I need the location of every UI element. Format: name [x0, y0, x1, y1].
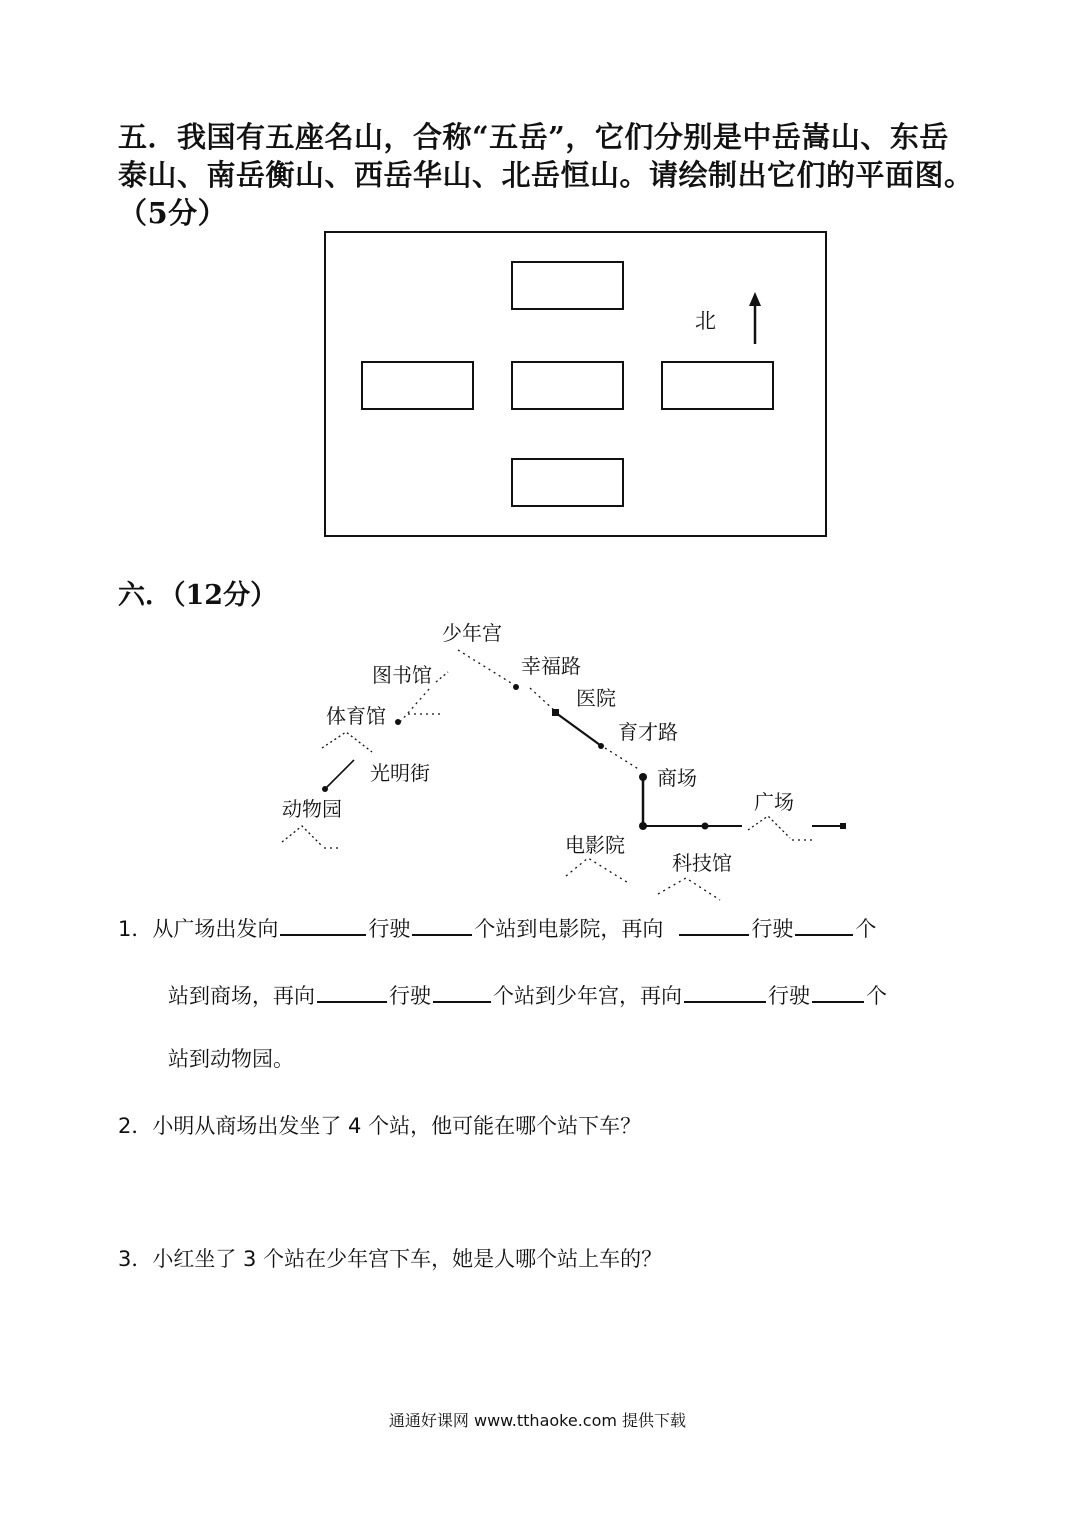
q5-title-line3: （5分）: [118, 196, 228, 230]
answer-blank-count-4[interactable]: [812, 979, 864, 1003]
stop-dot-shangchang: [639, 773, 647, 781]
guangchang-marker: [748, 816, 790, 838]
q6-1-text: 站到商场，再向: [168, 984, 315, 1008]
stop-label-yucai-lu: 育才路: [618, 720, 678, 744]
q6-1-text: 行驶: [368, 917, 411, 941]
answer-blank-count-3[interactable]: [433, 979, 491, 1003]
stop-label-dianyingyuan: 电影院: [565, 833, 625, 857]
answer-blank-direction-3[interactable]: [317, 979, 387, 1003]
stop-dot-yiyuan: [552, 709, 559, 716]
stop-dot-xingfu: [513, 684, 519, 690]
stop-label-xingfu-lu: 幸福路: [521, 654, 581, 678]
q6-2: [118, 1112, 641, 1140]
q6-1-text: 行驶: [768, 984, 810, 1008]
q6-1-text: 个: [855, 917, 877, 941]
route-seg-shaonian-xingfu: [458, 650, 516, 686]
stop-label-guangchang: 广场: [754, 790, 794, 814]
q6-3-text: 小红坐了 3 个站在少年宫下车，她是人哪个站上车的？: [152, 1247, 663, 1271]
q6-2-text: 小明从商场出发坐了 4 个站，他可能在哪个站下车？: [152, 1114, 642, 1138]
route-seg-tiyu-guangming: [322, 732, 372, 752]
dongwu-marker: [282, 826, 322, 846]
footer-credit: 通通好课网 www.tthaoke.com 提供下载: [388, 1411, 687, 1430]
answer-blank-direction-1[interactable]: [280, 912, 366, 936]
q6-1-number: 1．: [118, 917, 153, 941]
q6-1-text: 个: [866, 984, 887, 1008]
stop-label-guangming-jie: 光明街: [370, 761, 430, 785]
q6-3: [118, 1245, 662, 1273]
stop-dot-dianying: [639, 822, 647, 830]
route-seg-guangming-dongwu: [326, 760, 354, 788]
q6-1-text: 行驶: [751, 917, 794, 941]
answer-blank-count-2[interactable]: [795, 912, 853, 936]
stop-label-dongwuyuan: 动物园: [282, 797, 342, 821]
route-seg-xingfu-yiyuan: [530, 688, 556, 712]
q5-title-line1: 五．我国有五座名山，合称“五岳”，它们分别是中岳嵩山、东岳: [118, 120, 949, 154]
answer-blank-count-1[interactable]: [412, 912, 472, 936]
stop-dot-tiyu: [395, 719, 401, 725]
q6-2-number: 2．: [118, 1114, 153, 1138]
north-label: 北: [695, 309, 716, 333]
q6-1-text: 从广场出发向: [152, 917, 279, 941]
q5-title-line2: 泰山、南岳衡山、西岳华山、北岳恒山。请绘制出它们的平面图。: [118, 158, 974, 192]
stop-label-tushuguan: 图书馆: [372, 663, 432, 687]
q6-1-line1: [118, 912, 876, 943]
stop-label-yiyuan: 医院: [576, 686, 616, 710]
q6-1-text: 行驶: [389, 984, 431, 1008]
q6-3-number: 3．: [118, 1247, 153, 1271]
stop-dot-keji: [702, 823, 709, 830]
stop-label-tiyuguan: 体育馆: [326, 704, 386, 728]
stop-dot-guangchang-end: [840, 823, 846, 829]
stop-label-kejiguan: 科技馆: [672, 851, 732, 875]
route-seg-tushu-shaonian: [436, 672, 448, 682]
stop-dot-yucai: [598, 743, 604, 749]
stop-dot-dongwu: [322, 786, 328, 792]
route-seg-yucai-shangchang: [605, 748, 640, 770]
q6-1-text: 站到动物园。: [168, 1047, 294, 1071]
route-seg-yiyuan-yucai: [556, 713, 600, 745]
q6-1-line2: [168, 979, 887, 1010]
stop-label-shangchang: 商场: [657, 766, 697, 790]
dianying-marker: [566, 858, 630, 884]
stop-label-shaonian-gong: 少年宫: [442, 621, 502, 645]
q6-1-line3: [168, 1045, 294, 1073]
answer-blank-direction-2[interactable]: [679, 912, 749, 936]
route-seg-tiyu-tushu: [400, 688, 430, 722]
q6-1-text: 个站到少年宫，再向: [493, 984, 682, 1008]
answer-blank-direction-4[interactable]: [684, 979, 766, 1003]
q6-title: 六．（12分）: [118, 580, 278, 611]
q6-1-text: 个站到电影院，再向: [474, 917, 664, 941]
keji-marker: [658, 878, 720, 900]
